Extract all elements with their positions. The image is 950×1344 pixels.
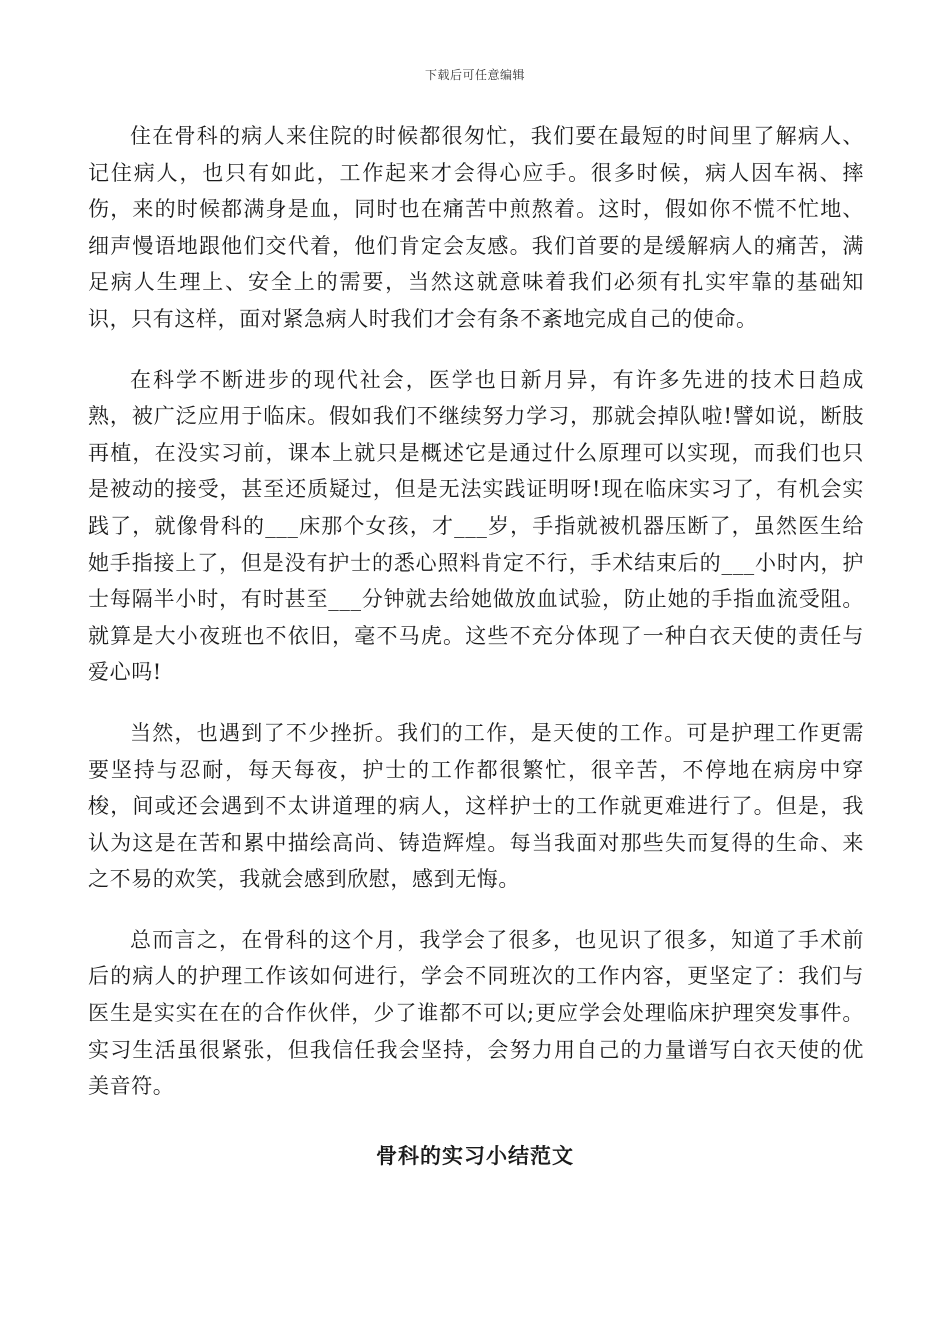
document-body — [88, 118, 864, 1129]
paragraph-4: 总而言之，在骨科的这个月，我学会了很多，也见识了很多，知道了手术前后的病人的护理工作该如何进行，学会不同班次的工作内容，更坚定了：我们与医生是实实在在的合作伙伴，少了谁都不可以;更应学会处理临床护理突发事件。实习生活虽很紧张，但我信任我会坚持，会努力用自己的力量谱写白衣天使的优美音符。 — [88, 927, 864, 1099]
paragraph-2: 在科学不断进步的现代社会，医学也日新月异，有许多先进的技术日趋成熟，被广泛应用于临床。假如我们不继续努力学习，那就会掉队啦!譬如说，断肢再植，在没实习前，课本上就只是概述它是通过什么原理可以实现，而我们也只是被动的接受，甚至还质疑过，但是无法实践证明呀!现在临床实习了，有机会实践了，就像骨科的___床那个女孩，才___岁，手指就被机器压断了，虽然医生给她手指接上了，但是没有护士的悉心照料肯定不行，手术结束后的___小时内，护士每隔半小时，有时甚至___分钟就去给她做放血试验，防止她的手指血流受阻。就算是大小夜班也不依旧，毫不马虎。这些不充分体现了一种白衣天使的责任与爱心吗! — [88, 367, 864, 685]
page-header: 下载后可任意编辑 — [424, 68, 525, 82]
section-title: 骨科的实习小结范文 — [376, 1143, 574, 1168]
paragraph-3: 当然，也遇到了不少挫折。我们的工作，是天使的工作。可是护理工作更需要坚持与忍耐，每天每夜，护士的工作都很繁忙，很辛苦，不停地在病房中穿梭，间或还会遇到不太讲道理的病人，这样护士的工作就更难进行了。但是，我认为这是在苦和累中描绘高尚、铸造辉煌。每当我面对那些失而复得的生命、来之不易的欢笑，我就会感到欣慰，感到无悔。 — [88, 720, 864, 892]
paragraph-1: 住在骨科的病人来住院的时候都很匆忙，我们要在最短的时间里了解病人、记住病人，也只有如此，工作起来才会得心应手。很多时候，病人因车祸、摔伤，来的时候都满身是血，同时也在痛苦中煎熬着。这时，假如你不慌不忙地、细声慢语地跟他们交代着，他们肯定会友感。我们首要的是缓解病人的痛苦，满足病人生理上、安全上的需要，当然这就意味着我们必须有扎实牢靠的基础知识，只有这样，面对紧急病人时我们才会有条不紊地完成自己的使命。 — [88, 124, 864, 331]
